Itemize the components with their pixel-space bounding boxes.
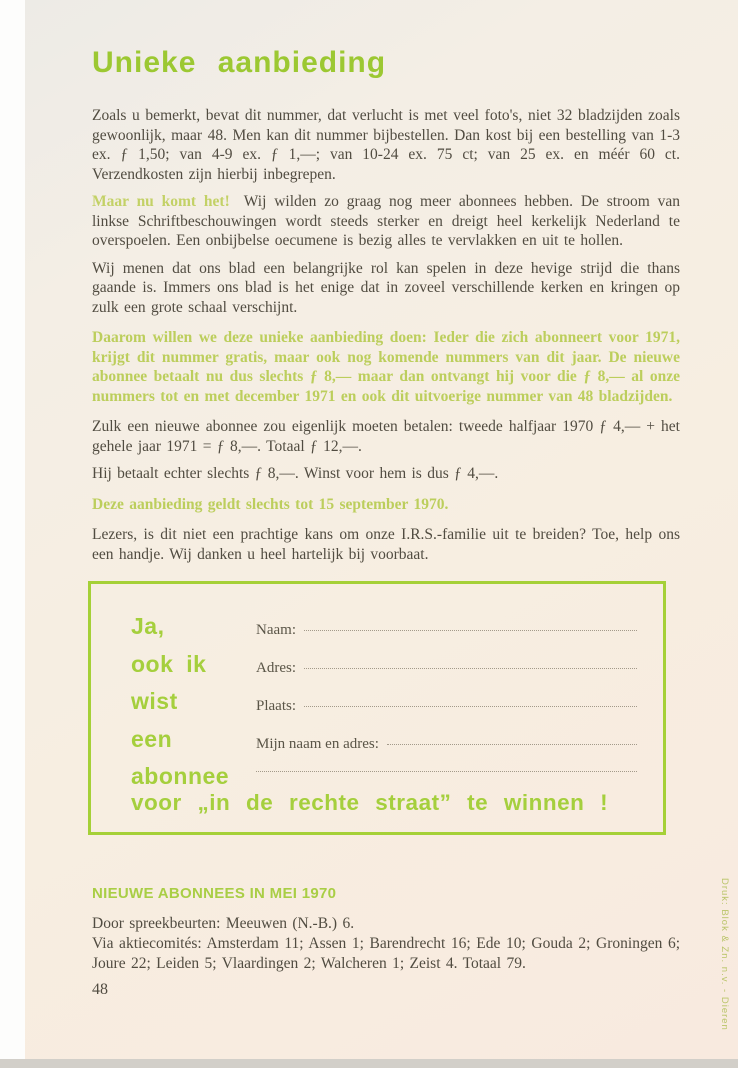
paragraph — [92, 192, 680, 251]
coupon-slogan-word: ook ik — [131, 650, 207, 677]
field-label: Mijn naam en adres: — [256, 736, 379, 752]
paragraph-green: Deze aanbieding geldt slechts tot 15 september 1970. — [92, 495, 449, 513]
paragraph-lead: Maar nu komt het! — [92, 193, 230, 210]
paragraph: Lezers, is dit niet een prachtige kans om onze I.R.S.-familie uit te breiden? Toe, help ons een handje. Wij danken u heel hartelijk bij voorbaat. — [92, 526, 680, 563]
new-subscribers-heading: NIEUWE ABONNEES IN MEI 1970 — [92, 885, 337, 902]
subscribers-line: Via aktiecomités: Amsterdam 11; Assen 1; Barendrecht 16; Ede 10; Gouda 2; Groningen 6; Joure 22; Leiden 5; Vlaardingen 2; Walcheren 1; Zeist 4. Totaal 79. — [92, 935, 680, 972]
paragraph: Hij betaalt echter slechts ƒ 8,—. Winst voor hem is dus ƒ 4,—. — [92, 465, 499, 482]
paragraph-green: Daarom willen we deze unieke aanbieding doen: Ieder die zich abonneert voor 1971, krijgt dit nummer gratis, maar ook nog komende nummers van dit jaar. De nieuwe abonnee betaalt nu dus slechts ƒ 8,— maar dan ontvangt hij voor die ƒ 8,— al onze nummers tot en met december 1971 en ook dit uitvoerige nummer van 48 bladzijden. — [92, 329, 680, 405]
field-row-naam — [256, 622, 637, 660]
coupon-slogan-word: een — [131, 725, 173, 752]
coupon-fields — [256, 622, 637, 812]
field-label: Naam: — [256, 622, 296, 638]
printer-credit: Druk: Blok & Zn. n.v. - Dieren — [719, 878, 730, 1031]
article-title: Unieke aanbieding — [92, 46, 387, 79]
paragraph: Zulk een nieuwe abonnee zou eigenlijk moeten betalen: tweede halfjaar 1970 ƒ 4,— + het gehele jaar 1971 = ƒ 8,—. Totaal ƒ 12,—. — [92, 418, 680, 455]
scan-bottom-edge — [0, 1059, 738, 1068]
dotted-fill-line — [256, 771, 637, 772]
paragraph-text: Wij wilden zo graag nog meer abonnees hebben. De stroom van linkse Schriftbeschouwingen wordt steeds sterker en dreigt heel kerkelijk Nederland te overspoelen. Een onbijbelse oecumene is bezig alles te vervlakken en uit te hollen. — [92, 193, 680, 249]
field-row-adres — [256, 660, 637, 698]
dotted-fill-line — [304, 630, 637, 631]
dotted-fill-line — [304, 706, 637, 707]
coupon-slogan-final: voor „in de rechte straat” te winnen ! — [131, 790, 609, 815]
field-row-mijn-naam — [256, 736, 637, 774]
coupon-slogan-word: abonnee — [131, 763, 230, 789]
field-label: Adres: — [256, 660, 296, 676]
subscription-coupon-box — [88, 581, 666, 835]
field-row-plaats — [256, 698, 637, 736]
field-label: Plaats: — [256, 698, 296, 714]
paragraph: Wij menen dat ons blad een belangrijke rol kan spelen in deze hevige strijd die thans gaande is. Immers ons blad is het enige dat in zoveel verschillende kerken en kringen op zulk een grote schaal verschijnt. — [92, 259, 680, 316]
magazine-page — [25, 0, 738, 1059]
dotted-fill-line — [387, 744, 637, 745]
subscribers-line: Door spreekbeurten: Meeuwen (N.-B.) 6. — [92, 915, 355, 932]
article — [92, 0, 680, 999]
coupon-slogan-word: wist — [131, 688, 178, 714]
coupon-slogan-word: Ja, — [131, 613, 165, 639]
page-number: 48 — [92, 981, 108, 998]
coupon-slogan — [131, 608, 229, 796]
paragraph: Zoals u bemerkt, bevat dit nummer, dat verlucht is met veel foto's, niet 32 bladzijden zoals gewoonlijk, maar 48. Men kan dit nummer bijbestellen. Dan kost bij een bestelling van 1-3 ex. ƒ 1,50; van 4-9 ex. ƒ 1,—; van 10-24 ex. 75 ct; van 25 ex. en méér 60 ct. Verzendkosten zijn hierbij inbegrepen. — [92, 107, 680, 183]
dotted-fill-line — [304, 668, 637, 669]
